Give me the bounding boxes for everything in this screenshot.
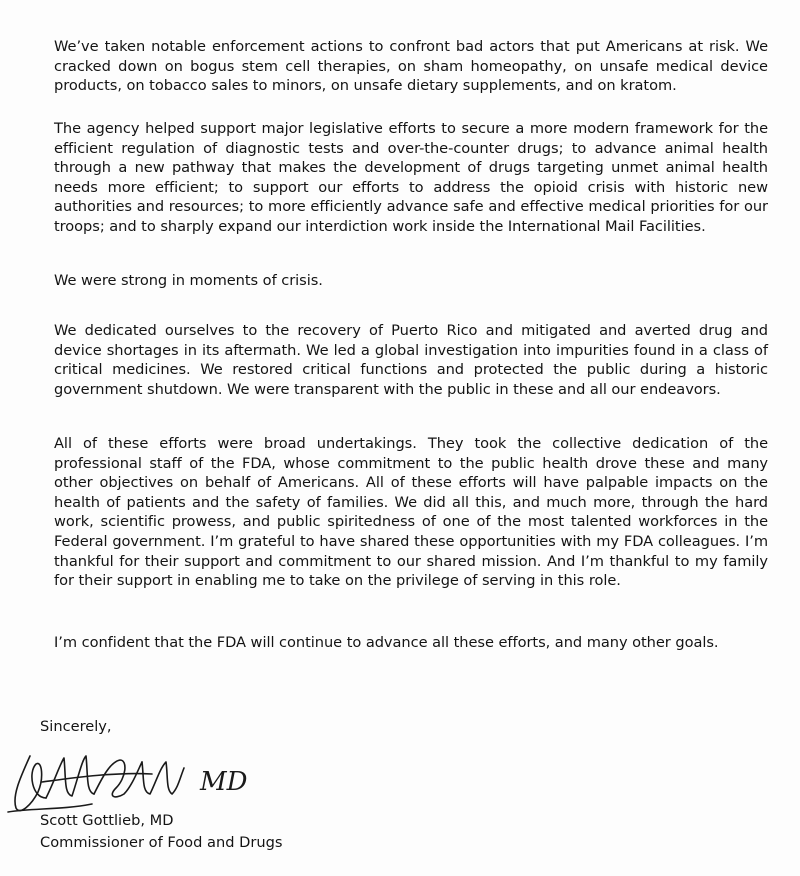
- paragraph-crisis: We were strong in moments of crisis.: [54, 272, 323, 289]
- paragraph-confidence: I’m confident that the FDA will continue to advance all these efforts, and many other goals.: [54, 634, 719, 651]
- closing-salutation: Sincerely,: [40, 718, 112, 735]
- signer-title: Commissioner of Food and Drugs: [40, 834, 283, 851]
- paragraph-puerto-rico: We dedicated ourselves to the recovery of Puerto Rico and mitigated and averted drug and device shortages in its aftermath. We led a global investigation into impurities found in a class of critical medicines. We restored critical functions and protected the public during a historic government shutdown. We were transparent with the public in these and all our endeavors.: [54, 322, 768, 398]
- signature-md-text: MD: [200, 767, 248, 797]
- handwritten-signature: [2, 738, 252, 818]
- paragraph-enforcement: We’ve taken notable enforcement actions to confront bad actors that put Americans at risk. We cracked down on bogus stem cell therapies, on sham homeopathy, on unsafe medical device products, on tobacco sales to minors, on unsafe dietary supplements, and on kratom.: [54, 38, 768, 95]
- paragraph-legislative-efforts: The agency helped support major legislative efforts to secure a more modern framework for the efficient regulation of diagnostic tests and over-the-counter drugs; to advance animal health through a new pathway that makes the development of drugs targeting unmet animal health needs more efficient; to support our efforts to address the opioid crisis with historic new authorities and resources; to more efficiently advance safe and effective medical priorities for our troops; and to sharply expand our interdiction work inside the International Mail Facilities.: [54, 120, 768, 235]
- paragraph-broad-undertakings: All of these efforts were broad undertakings. They took the collective dedication of the professional staff of the FDA, whose commitment to the public health drove these and many other objectives on behalf of Americans. All of these efforts will have palpable impacts on the health of patients and the safety of families. We did all this, and much more, through the hard work, scientific prowess, and public spiritedness of one of the most talented workforces in the Federal government. I’m grateful to have shared these opportunities with my FDA colleagues. I’m thankful for their support and commitment to our shared mission. And I’m thankful to my family for their support in enabling me to take on the privilege of serving in this role.: [54, 435, 768, 590]
- signer-name: Scott Gottlieb, MD: [40, 812, 174, 829]
